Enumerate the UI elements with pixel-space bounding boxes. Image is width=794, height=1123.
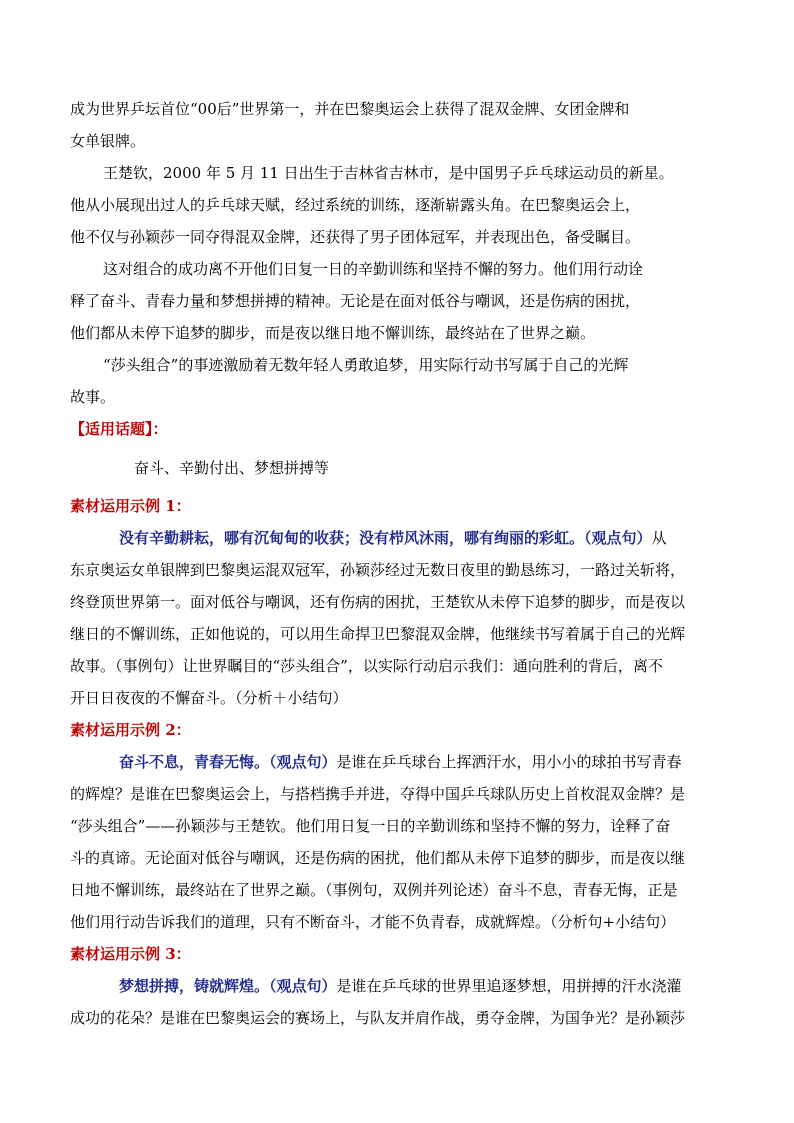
topic-heading: 【适用话题】： <box>70 420 168 438</box>
thesis-sentence: 没有辛勤耕耘，哪有沉甸甸的收获；没有栉风沐雨，哪有绚丽的彩虹。（观点句） <box>119 529 652 547</box>
example-2-line: 他们用行动告诉我们的道理，只有不断奋斗，才能不负青春，成就辉煌。（分析句+小结句） <box>70 913 676 931</box>
example-2-line: “莎头组合”——孙颖莎与王楚钦。他们用日复一日的辛勤训练和坚持不懈的努力，诠释了奋 <box>70 817 671 835</box>
paragraph-line: 故事。 <box>70 388 116 406</box>
example-text: 从 <box>651 529 667 547</box>
paragraph-line: 女单银牌。 <box>70 132 146 150</box>
example-text: 是谁在乒乓球台上挥洒汗水，用小小的球拍书写青春 <box>336 753 682 771</box>
paragraph-line: 释了奋斗、青春力量和梦想拼搏的精神。无论是在面对低谷与嘲讽，还是伤病的困扰， <box>70 292 641 310</box>
paragraph-line: 成为世界乒坛首位“00后”世界第一，并在巴黎奥运会上获得了混双金牌、女团金牌和 <box>70 100 630 118</box>
example-1-line: 东京奥运女单银牌到巴黎奥运混双冠军，孙颖莎经过无数日夜里的勤恳练习，一路过关斩将， <box>70 561 686 579</box>
thesis-sentence: 奋斗不息，青春无悔。（观点句） <box>119 753 337 771</box>
paragraph-line: “莎头组合”的事迹激励着无数年轻人勇敢追梦，用实际行动书写属于自己的光辉 <box>103 356 629 374</box>
paragraph-line: 这对组合的成功离不开他们日复一日的辛勤训练和坚持不懈的努力。他们用行动诠 <box>103 260 644 278</box>
paragraph-line: 王楚钦，2000 年 5 月 11 日出生于吉林省吉林市，是中国男子乒乓球运动员的新星。 <box>103 164 674 182</box>
example-1-line: 故事。（事例句）让世界瞩目的“莎头组合”，以实际行动启示我们：通向胜利的背后，离不 <box>70 657 663 675</box>
paragraph-line: 他们都从未停下追梦的脚步，而是夜以继日地不懈训练，最终站在了世界之巅。 <box>70 324 596 342</box>
example-1-heading: 素材运用示例 1： <box>70 497 191 515</box>
example-1-line: 继日的不懈训练，正如他说的，可以用生命捍卫巴黎混双金牌，他继续书写着属于自己的光辉 <box>70 625 686 643</box>
example-1-line: 开日日夜夜的不懈奋斗。（分析＋小结句） <box>70 689 348 707</box>
example-text: 是谁在乒乓球的世界里追逐梦想，用拼搏的汗水浇灌 <box>336 977 682 995</box>
example-2-line: 斗的真谛。无论面对低谷与嘲讽，还是伤病的困扰，他们都从未停下追梦的脚步，而是夜以继 <box>70 849 686 867</box>
example-3-heading: 素材运用示例 3： <box>70 945 191 963</box>
example-2-line: 日地不懈训练，最终站在了世界之巅。（事例句，双例并列论述）奋斗不息，青春无悔，正是 <box>70 881 678 899</box>
example-3-line: 成功的花朵？是谁在巴黎奥运会的赛场上，与队友并肩作战，勇夺金牌，为国争光？是孙颖莎 <box>70 1009 686 1027</box>
example-3-line <box>119 970 734 1002</box>
example-2-heading: 素材运用示例 2： <box>70 721 191 739</box>
paragraph-line: 他不仅与孙颖莎一同夺得混双金牌，还获得了男子团体冠军，并表现出色，备受瞩目。 <box>70 228 641 246</box>
example-1-line: 终登顶世界第一。面对低谷与嘲讽，还有伤病的困扰，王楚钦从未停下追梦的脚步，而是夜以 <box>70 593 686 611</box>
paragraph-line: 他从小展现出过人的乒乓球天赋，经过系统的训练，逐渐崭露头角。在巴黎奥运会上， <box>70 196 641 214</box>
thesis-sentence: 梦想拼搏，铸就辉煌。（观点句） <box>119 977 337 995</box>
topic-list: 奋斗、辛勤付出、梦想拼搏等 <box>134 459 330 477</box>
example-1-line <box>119 522 734 554</box>
example-2-line: 的辉煌？是谁在巴黎奥运会上，与搭档携手并进，夺得中国乒乓球队历史上首枚混双金牌？是 <box>70 785 686 803</box>
example-2-line <box>119 746 734 778</box>
